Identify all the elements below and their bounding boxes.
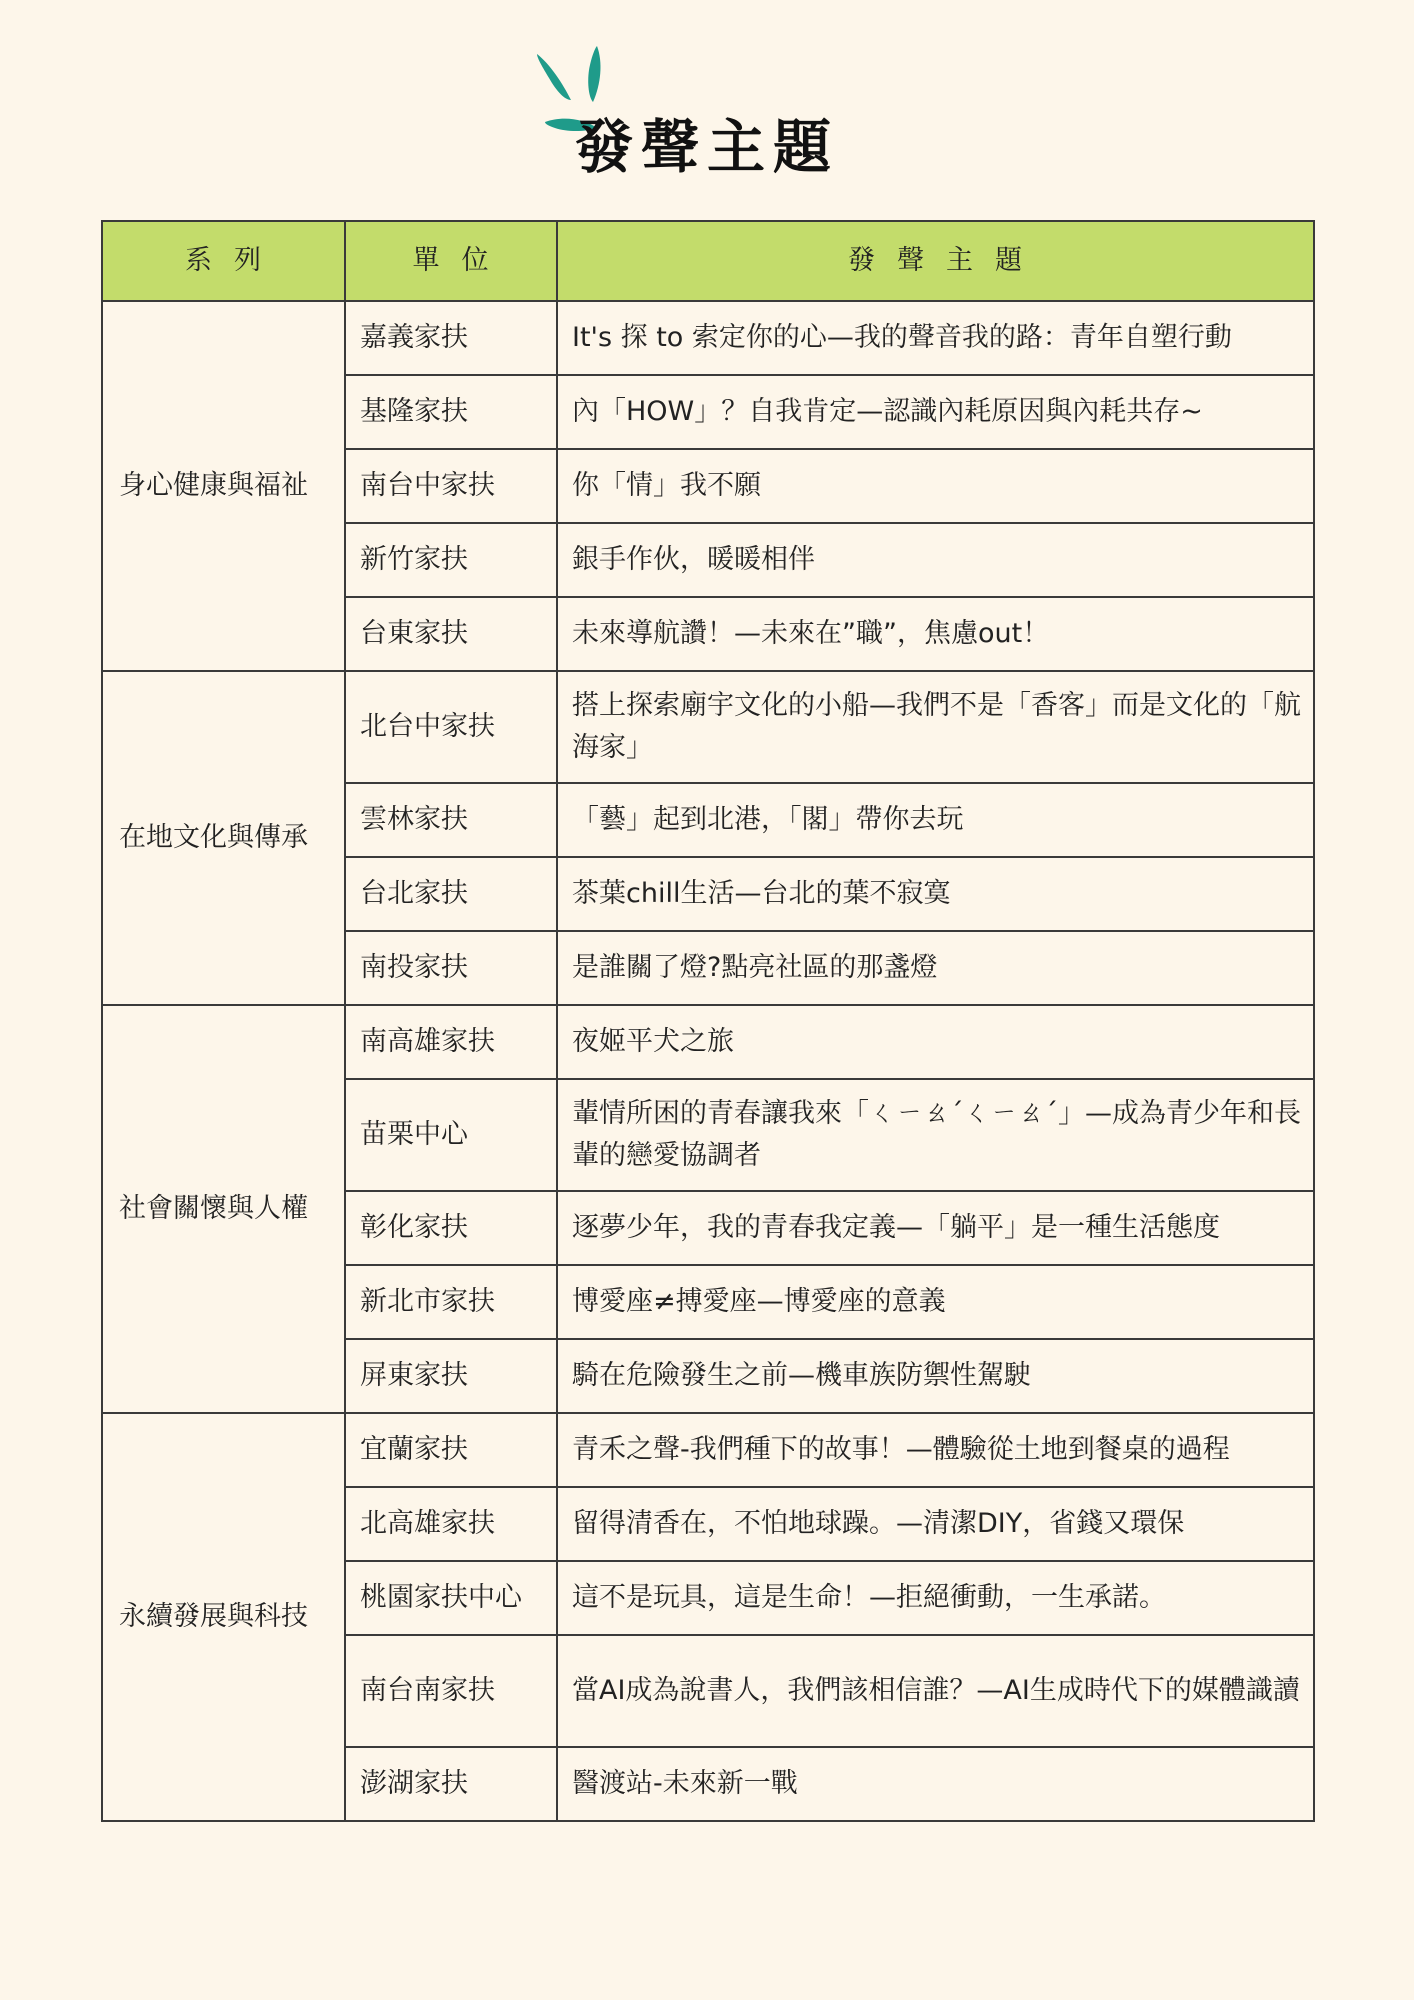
table-row [102, 1413, 1314, 1487]
unit-cell: 南台中家扶 [345, 449, 557, 523]
topic-cell: 這不是玩具，這是生命！—拒絕衝動，一生承諾。 [557, 1561, 1314, 1635]
topic-cell: 內「HOW」？自我肯定—認識內耗原因與內耗共存~ [557, 375, 1314, 449]
header-series: 系列 [102, 221, 345, 301]
unit-cell: 南台南家扶 [345, 1635, 557, 1747]
unit-cell: 宜蘭家扶 [345, 1413, 557, 1487]
unit-cell: 台北家扶 [345, 857, 557, 931]
unit-cell: 苗栗中心 [345, 1079, 557, 1191]
topic-cell: 醫渡站-未來新一戰 [557, 1747, 1314, 1821]
topic-cell: 當AI成為說書人，我們該相信誰？—AI生成時代下的媒體識讀 [557, 1635, 1314, 1747]
unit-cell: 彰化家扶 [345, 1191, 557, 1265]
unit-cell: 雲林家扶 [345, 783, 557, 857]
series-cell: 永續發展與科技 [102, 1413, 345, 1821]
series-cell: 在地文化與傳承 [102, 671, 345, 1005]
unit-cell: 桃園家扶中心 [345, 1561, 557, 1635]
topic-cell: 博愛座≠搏愛座—博愛座的意義 [557, 1265, 1314, 1339]
unit-cell: 新北市家扶 [345, 1265, 557, 1339]
topic-cell: 輩情所困的青春讓我來「ㄑㄧㄠˊㄑㄧㄠˊ」—成為青少年和長輩的戀愛協調者 [557, 1079, 1314, 1191]
topic-cell: 茶葉chill生活—台北的葉不寂寞 [557, 857, 1314, 931]
page-title: 發聲主題 [574, 113, 839, 181]
topic-cell: 青禾之聲-我們種下的故事！—體驗從土地到餐桌的過程 [557, 1413, 1314, 1487]
topic-cell: 未來導航讚！—未來在”職”，焦慮out！ [557, 597, 1314, 671]
header-unit: 單位 [345, 221, 557, 301]
topic-cell: 搭上探索廟宇文化的小船—我們不是「香客」而是文化的「航海家」 [557, 671, 1314, 783]
topic-cell: 你「情」我不願 [557, 449, 1314, 523]
topic-cell: 「藝」起到北港，「閣」帶你去玩 [557, 783, 1314, 857]
topics-table [101, 220, 1315, 1822]
topic-cell: 留得清香在，不怕地球躁。—清潔DIY，省錢又環保 [557, 1487, 1314, 1561]
topic-cell: 夜姬平犬之旅 [557, 1005, 1314, 1079]
series-cell: 社會關懷與人權 [102, 1005, 345, 1413]
unit-cell: 新竹家扶 [345, 523, 557, 597]
unit-cell: 嘉義家扶 [345, 301, 557, 375]
unit-cell: 台東家扶 [345, 597, 557, 671]
table-header-row [102, 221, 1314, 301]
topic-cell: 逐夢少年，我的青春我定義—「躺平」是一種生活態度 [557, 1191, 1314, 1265]
topic-cell: 騎在危險發生之前—機車族防禦性駕駛 [557, 1339, 1314, 1413]
table-row [102, 1005, 1314, 1079]
table-row [102, 671, 1314, 783]
unit-cell: 基隆家扶 [345, 375, 557, 449]
unit-cell: 南高雄家扶 [345, 1005, 557, 1079]
unit-cell: 南投家扶 [345, 931, 557, 1005]
unit-cell: 屏東家扶 [345, 1339, 557, 1413]
title-area [0, 40, 1414, 200]
topic-cell: 銀手作伙，暖暖相伴 [557, 523, 1314, 597]
unit-cell: 澎湖家扶 [345, 1747, 557, 1821]
unit-cell: 北高雄家扶 [345, 1487, 557, 1561]
header-topic: 發聲主題 [557, 221, 1314, 301]
topic-cell: It's 探 to 索定你的心—我的聲音我的路：青年自塑行動 [557, 301, 1314, 375]
unit-cell: 北台中家扶 [345, 671, 557, 783]
topic-cell: 是誰關了燈?點亮社區的那盞燈 [557, 931, 1314, 1005]
table-row [102, 301, 1314, 375]
series-cell: 身心健康與福祉 [102, 301, 345, 671]
